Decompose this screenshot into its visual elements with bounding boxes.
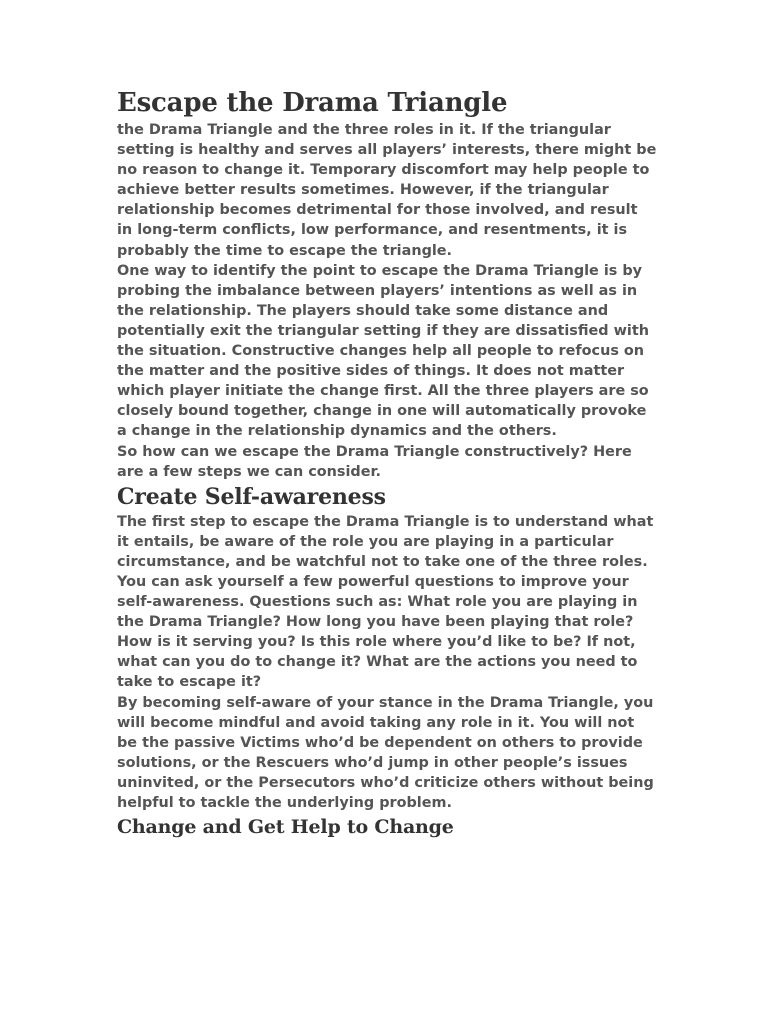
document-page	[117, 86, 657, 841]
self-awareness-paragraph-2: You can ask yourself a few powerful questions to improve your self-awareness. Questions such as: What role you are playing in the Drama Triangle? How long you have been playing that role? How is it serving you? Is this role where you’d like to be? If not, what can you do to change it? What are the actions you need to take to escape it?	[117, 573, 638, 691]
intro-paragraph-1: the Drama Triangle and the three roles in it. If the triangular setting is healthy and serves all players’ interests, there might be no reason to change it. Temporary discomfort may help people to achieve better results sometimes. However, if the triangular relationship becomes detrimental for those involved, and result in long-term conflicts, low performance, and resentments, it is probably the time to escape the triangle.	[117, 122, 657, 259]
section-heading-change: Change and Get Help to Change	[117, 816, 454, 839]
page-title: Escape the Drama Triangle	[117, 88, 508, 118]
intro-paragraph-2: One way to identify the point to escape the Drama Triangle is by probing the imbalance between players’ intentions as well as in the relationship. The players should take some distance and potentially exit the triangular setting if they are dissatisfied with the situation. Constructive changes help all people to refocus on the matter and the positive sides of things. It does not matter which player initiate the change first. All the three players are so closely bound together, change in one will automatically provoke a change in the relationship dynamics and the others.	[117, 262, 649, 440]
self-awareness-paragraph-3: By becoming self-aware of your stance in the Drama Triangle, you will become mindful and avoid taking any role in it. You will not be the passive Victims who’d be dependent on others to provide solutions, or the Rescuers who’d jump in other people’s issues uninvited, or the Persecutors who’d criticize others without being helpful to tackle the underlying problem.	[117, 694, 654, 811]
section-heading-self-awareness: Create Self-awareness	[117, 483, 386, 510]
intro-paragraph-3: So how can we escape the Drama Triangle constructively? Here are a few steps we can consider.	[117, 443, 632, 480]
self-awareness-paragraph-1: The first step to escape the Drama Triangle is to understand what it entails, be aware of the role you are playing in a particular circumstance, and be watchful not to take one of the three roles.	[117, 513, 654, 570]
